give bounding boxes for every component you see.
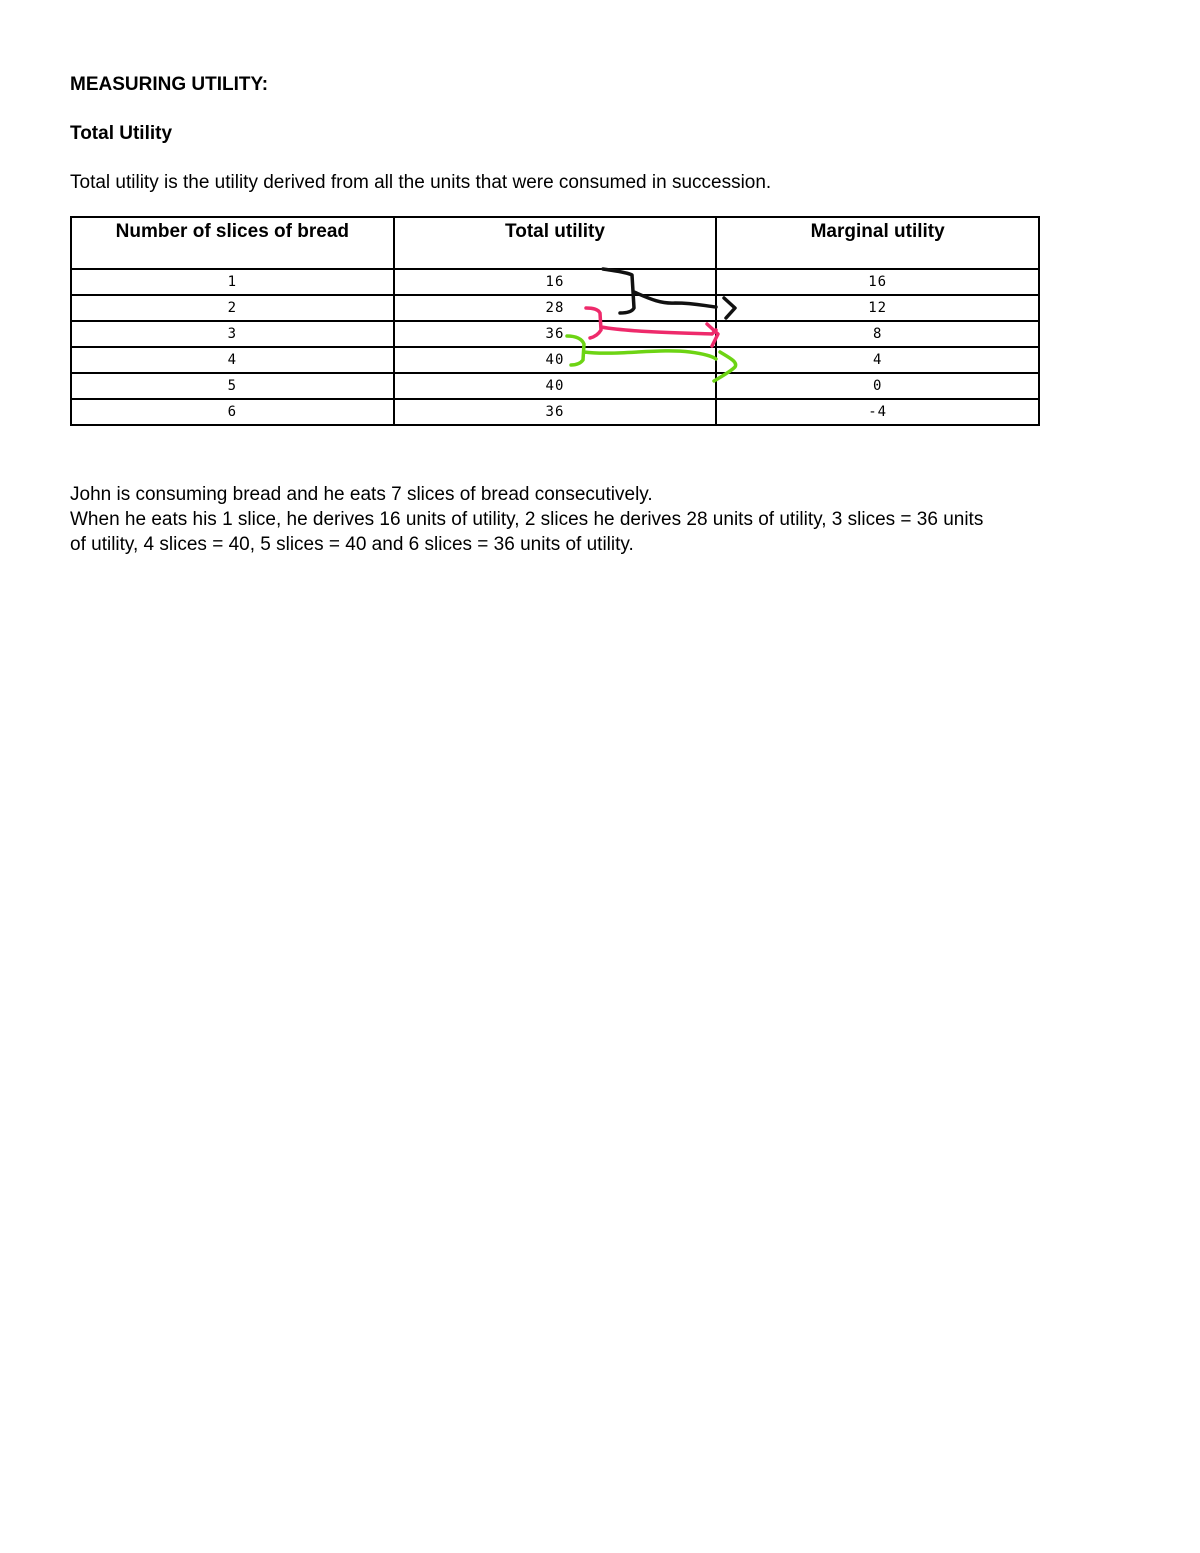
cell-marginal-utility: 4 [716, 347, 1039, 373]
cell-total-utility: 28 [394, 295, 717, 321]
story-line: When he eats his 1 slice, he derives 16 units of utility, 2 slices he derives 28 units of utility, 3 slices = 36 units [70, 509, 984, 530]
column-header-marginal-utility: Marginal utility [716, 217, 1039, 269]
section-subheading: Total Utility [70, 123, 173, 144]
cell-slices: 3 [71, 321, 394, 347]
table-row [71, 347, 1039, 373]
table-row [71, 321, 1039, 347]
story-line: John is consuming bread and he eats 7 slices of bread consecutively. [70, 484, 653, 505]
table-header-row [71, 217, 1039, 269]
table-row [71, 373, 1039, 399]
cell-total-utility: 40 [394, 347, 717, 373]
cell-marginal-utility: -4 [716, 399, 1039, 425]
definition-paragraph: Total utility is the utility derived from all the units that were consumed in succession. [70, 172, 772, 193]
utility-table [70, 216, 1040, 426]
column-header-slices: Number of slices of bread [71, 217, 394, 269]
story-line: of utility, 4 slices = 40, 5 slices = 40 and 6 slices = 36 units of utility. [70, 534, 634, 555]
table-row [71, 269, 1039, 295]
cell-marginal-utility: 12 [716, 295, 1039, 321]
cell-slices: 6 [71, 399, 394, 425]
table-row [71, 399, 1039, 425]
cell-slices: 4 [71, 347, 394, 373]
cell-total-utility: 16 [394, 269, 717, 295]
cell-slices: 2 [71, 295, 394, 321]
page-heading: MEASURING UTILITY: [70, 74, 269, 95]
cell-total-utility: 36 [394, 321, 717, 347]
cell-marginal-utility: 0 [716, 373, 1039, 399]
cell-marginal-utility: 16 [716, 269, 1039, 295]
column-header-total-utility: Total utility [394, 217, 717, 269]
cell-marginal-utility: 8 [716, 321, 1039, 347]
story-paragraph [70, 482, 1130, 557]
cell-slices: 1 [71, 269, 394, 295]
table-row [71, 295, 1039, 321]
cell-total-utility: 36 [394, 399, 717, 425]
cell-total-utility: 40 [394, 373, 717, 399]
cell-slices: 5 [71, 373, 394, 399]
